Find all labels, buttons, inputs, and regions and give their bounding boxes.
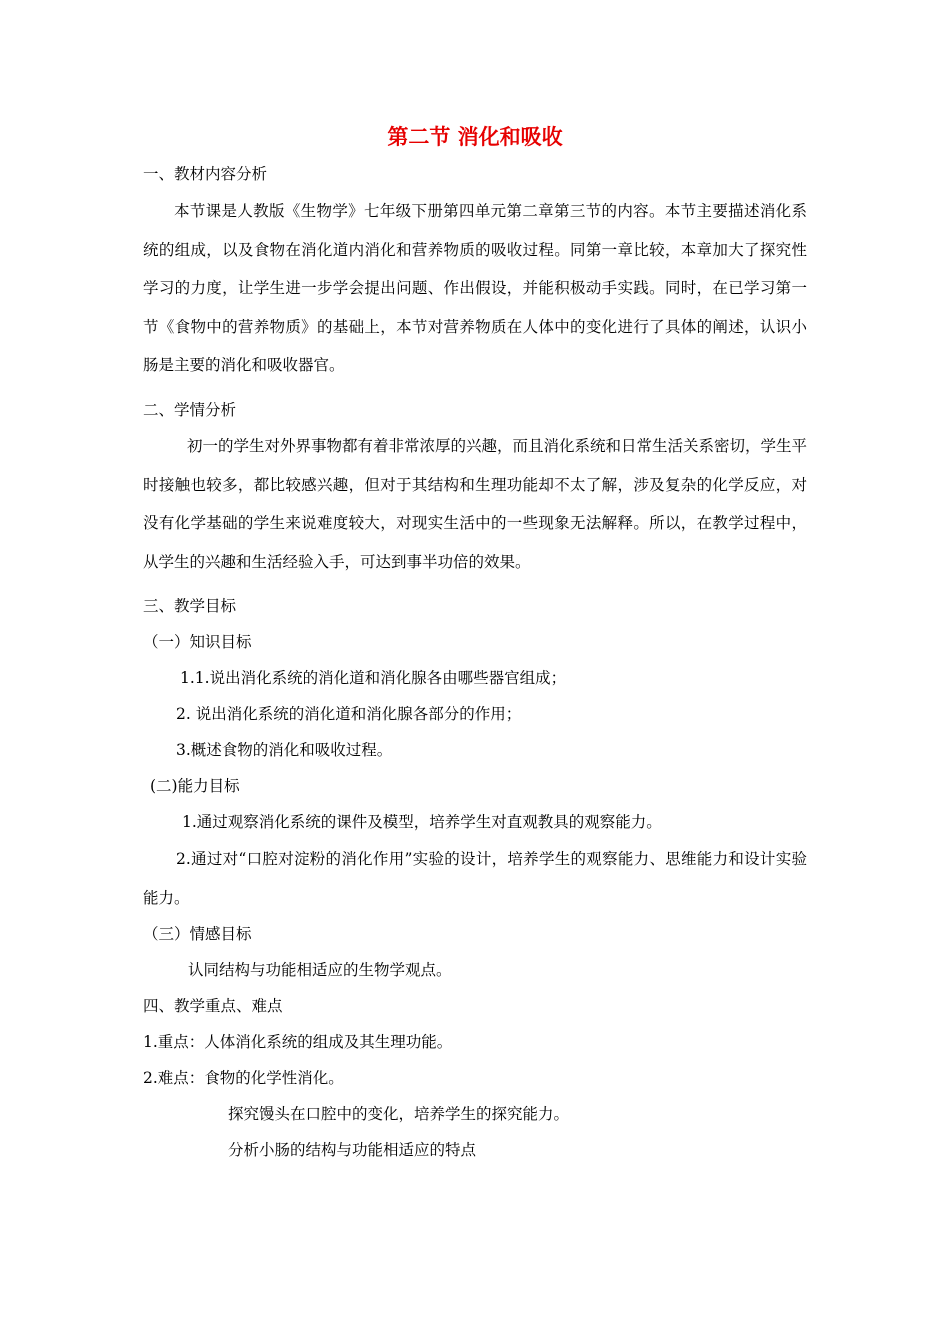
section-heading-key-points: 四、教学重点、难点 [143,997,283,1015]
key-point-item-4: 分析小肠的结构与功能相适应的特点 [228,1141,477,1159]
paragraph-textbook-analysis: 本节课是人教版《生物学》七年级下册第四单元第二章第三节的内容。本节主要描述消化系统的组成，以及食物在消化道内消化和营养物质的吸收过程。同第一章比较，本章加大了探究性学习的力度，让学生进一步学会提出问题、作出假设，并能积极动手实践。同时，在已学习第一节《食物中的营养物质》的基础上，本节对营养物质在人体中的变化进行了具体的阐述，认识小肠是主要的消化和吸收器官。 [143,202,807,374]
key-point-item-3: 探究馒头在口腔中的变化，培养学生的探究能力。 [228,1105,570,1123]
knowledge-goal-item-3: 3.概述食物的消化和吸收过程。 [176,741,393,759]
section-heading-textbook-analysis: 一、教材内容分析 [143,165,268,183]
ability-goal-item-2: 2.通过对“口腔对淀粉的消化作用”实验的设计，培养学生的观察能力、思维能力和设计实验能力。 [143,850,807,907]
ability-goal-item-1: 1.通过观察消化系统的课件及模型，培养学生对直观教具的观察能力。 [182,813,662,831]
subheading-knowledge-goals: （一）知识目标 [143,633,252,651]
knowledge-goal-item-1: 1.1.说出消化系统的消化道和消化腺各由哪些器官组成； [180,669,567,687]
paragraph-student-analysis: 初一的学生对外界事物都有着非常浓厚的兴趣，而且消化系统和日常生活关系密切，学生平时接触也较多，都比较感兴趣，但对于其结构和生理功能却不太了解，涉及复杂的化学反应，对没有化学基础的学生来说难度较大，对现实生活中的一些现象无法解释。所以，在教学过程中，从学生的兴趣和生活经验入手，可达到事半功倍的效果。 [143,437,808,571]
emotion-goal-item-1: 认同结构与功能相适应的生物学观点。 [188,961,452,979]
page-title: 第二节 消化和吸收 [387,125,563,149]
key-point-item-2: 2.难点：食物的化学性消化。 [143,1069,344,1087]
key-point-item-1: 1.重点：人体消化系统的组成及其生理功能。 [143,1033,453,1051]
section-heading-teaching-goals: 三、教学目标 [143,597,237,615]
knowledge-goal-item-2: 2. 说出消化系统的消化道和消化腺各部分的作用； [176,705,522,723]
subheading-ability-goals: (二)能力目标 [150,777,240,795]
section-heading-student-analysis: 二、学情分析 [143,401,237,419]
subheading-emotion-goals: （三）情感目标 [143,925,252,943]
